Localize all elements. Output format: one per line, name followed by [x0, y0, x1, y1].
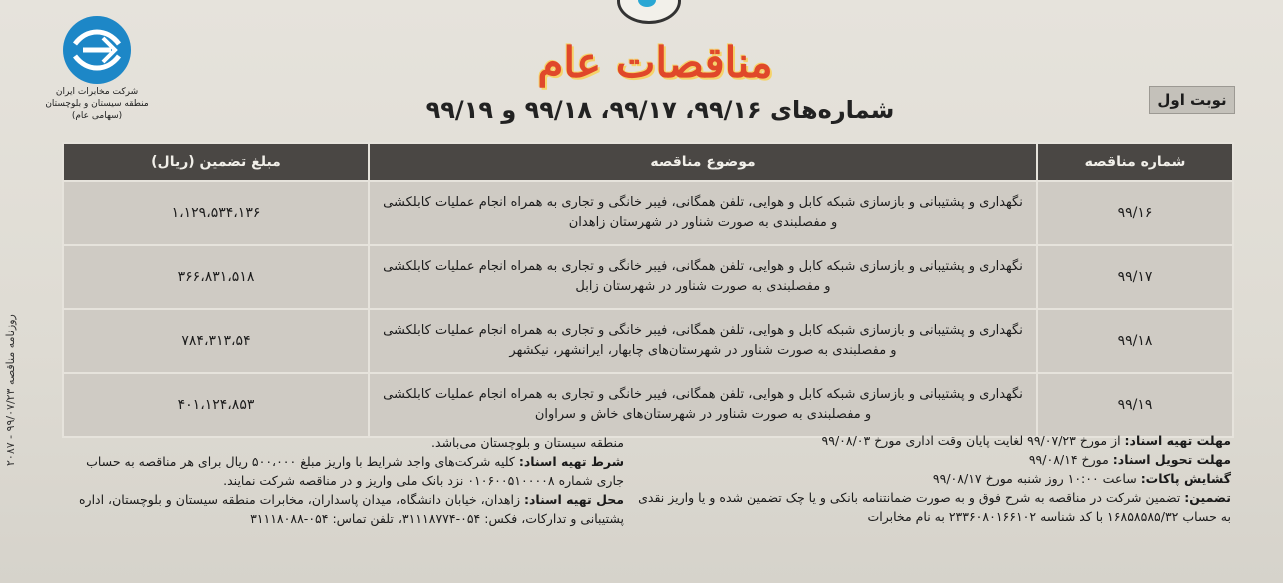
guarantee-amount: ۳۶۶،۸۳۱،۵۱۸ — [63, 245, 369, 309]
region-line: منطقه سیستان و بلوچستان می‌باشد. — [431, 435, 624, 450]
tender-number: ۹۹/۱۶ — [1037, 181, 1233, 245]
guarantee-text: تضمین شرکت در مناقصه به شرح فوق و به صورت ضمانتنامه بانکی و یا چک تضمین شده و یا واریز نقدی به حساب ۱۶۸۵۸۵۸۵/۳۲ با کد شناسه ۲۳۳۶۰۸۰۱۶۶۱۰۲ به نام مخابرات — [638, 490, 1231, 524]
location-label: محل تهیه اسناد: — [523, 492, 624, 507]
delivery-line — [631, 450, 1231, 469]
newspaper-strip: روزنامه مناقصه ۹۹/۰۷/۲۳ - ۲۰۸۷ — [4, 314, 17, 466]
guarantee-amount: ۷۸۴،۳۱۳،۵۴ — [63, 309, 369, 373]
deadline-line — [631, 431, 1231, 450]
tender-number: ۹۹/۱۷ — [1037, 245, 1233, 309]
logo-line-3: (سهامی عام) — [71, 111, 123, 121]
condition-label: شرط تهیه اسناد: — [518, 454, 624, 469]
header-amount: مبلغ تضمین (ریال) — [63, 143, 369, 181]
condition-text: کلیه شرکت‌های واجد شرایط با واریز مبلغ ۵۰۰،۰۰۰ ریال برای هر مناقصه به حساب جاری شماره ۰۱۰۶۰۰۵۱۰۰۰۰۸ نزد بانک ملی واریز و در مناقصه شرکت نمایند. — [86, 454, 624, 488]
deadline-label: مهلت تهیه اسناد: — [1124, 433, 1231, 448]
table-row — [63, 181, 1233, 245]
tender-subject: نگهداری و پشتیبانی و بازسازی شبکه کابل و هوایی، تلفن همگانی، فیبر خانگی و تجاری به همراه انجام عملیات کابلکشی و مفصلبندی به صورت شناور در شهرستان‌های خاش و سراوان — [369, 373, 1037, 437]
condition-line — [64, 452, 624, 490]
page-title: مناقصات عام — [537, 38, 773, 87]
table-header-row — [63, 143, 1233, 181]
conditions-info — [64, 433, 624, 528]
company-logo — [42, 14, 152, 122]
guarantee-line — [631, 488, 1231, 526]
logo-line-1: شرکت مخابرات ایران — [55, 87, 139, 97]
location-line — [64, 490, 624, 528]
tender-subject: نگهداری و پشتیبانی و بازسازی شبکه کابل و هوایی، تلفن همگانی، فیبر خانگی و تجاری به همراه انجام عملیات کابلکشی و مفصلبندی به صورت شناور در شهرستان‌های چابهار، ایرانشهر، نیکشهر — [369, 309, 1037, 373]
header-subject: موضوع مناقصه — [369, 143, 1037, 181]
tenders-table — [62, 142, 1234, 438]
emblem-icon — [617, 0, 681, 24]
guarantee-amount: ۱،۱۲۹،۵۳۴،۱۳۶ — [63, 181, 369, 245]
delivery-text: مورخ ۹۹/۰۸/۱۴ — [1028, 452, 1109, 467]
tender-subject: نگهداری و پشتیبانی و بازسازی شبکه کابل و هوایی، تلفن همگانی، فیبر خانگی و تجاری به همراه انجام عملیات کابلکشی و مفصلبندی به صورت شناور در شهرستان زاهدان — [369, 181, 1037, 245]
logo-line-2: منطقه سیستان و بلوچستان — [45, 99, 149, 109]
opening-text: ساعت ۱۰:۰۰ روز شنبه مورخ ۹۹/۰۸/۱۷ — [932, 471, 1137, 486]
round-badge: نوبت اول — [1149, 86, 1235, 114]
tender-number: ۹۹/۱۸ — [1037, 309, 1233, 373]
table-row — [63, 373, 1233, 437]
deadline-text: از مورخ ۹۹/۰۷/۲۳ لغایت پایان وقت اداری مورخ ۹۹/۰۸/۰۳ — [821, 433, 1121, 448]
header-number: شماره مناقصه — [1037, 143, 1233, 181]
guarantee-label: تضمین: — [1184, 490, 1231, 505]
tender-number: ۹۹/۱۹ — [1037, 373, 1233, 437]
table-row — [63, 309, 1233, 373]
guarantee-amount: ۴۰۱،۱۲۴،۸۵۳ — [63, 373, 369, 437]
telecom-logo-icon — [61, 14, 133, 86]
schedule-info — [631, 431, 1231, 526]
table-row — [63, 245, 1233, 309]
location-text: زاهدان، خیابان دانشگاه، میدان پاسداران، مخابرات منطقه سیستان و بلوچستان، اداره پشتیبانی و تدارکات، فکس: ۰۵۴-۳۱۱۱۸۷۷۴، تلفن تماس: ۰۵۴-۳۱۱۱۸۰۸۸ — [78, 492, 624, 526]
delivery-label: مهلت تحویل اسناد: — [1112, 452, 1231, 467]
tender-numbers: شماره‌های ۹۹/۱۶، ۹۹/۱۷، ۹۹/۱۸ و ۹۹/۱۹ — [425, 96, 895, 124]
tender-subject: نگهداری و پشتیبانی و بازسازی شبکه کابل و هوایی، تلفن همگانی، فیبر خانگی و تجاری به همراه انجام عملیات کابلکشی و مفصلبندی به صورت شناور در شهرستان زابل — [369, 245, 1037, 309]
opening-line — [631, 469, 1231, 488]
opening-label: گشایش پاکات: — [1140, 471, 1231, 486]
